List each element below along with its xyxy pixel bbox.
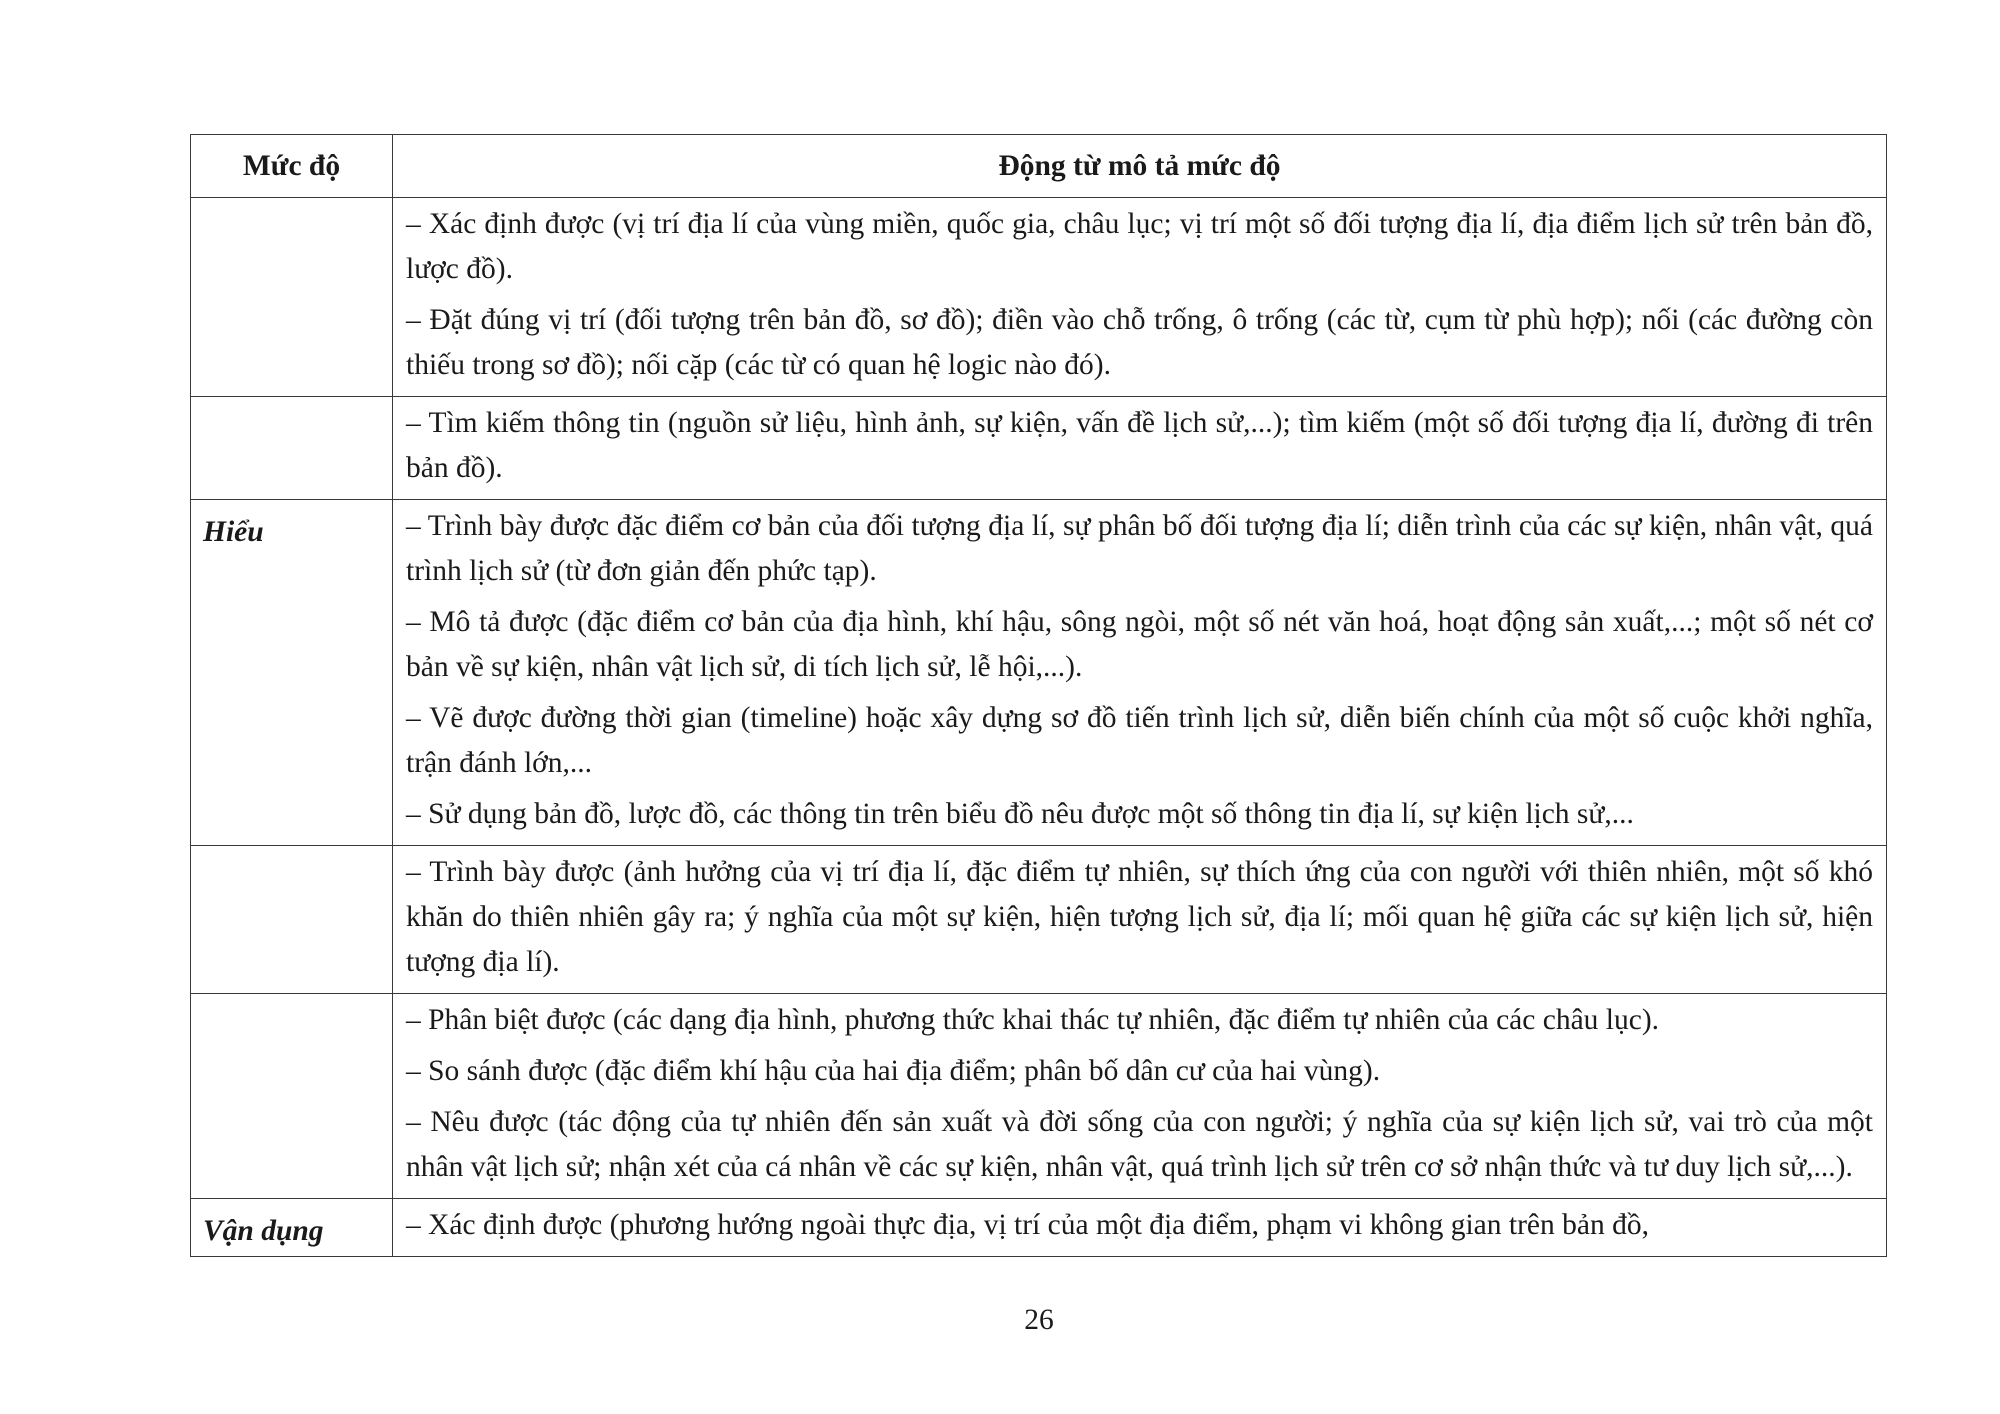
level-cell: Vận dụng <box>191 1199 393 1257</box>
description-item: – Phân biệt được (các dạng địa hình, phương thức khai thác tự nhiên, đặc điểm tự nhiên của các châu lục). <box>406 1004 1660 1036</box>
table-row <box>191 1199 1887 1257</box>
level-cell: Hiểu <box>191 500 393 846</box>
description-item: – Tìm kiếm thông tin (nguồn sử liệu, hình ảnh, sự kiện, vấn đề lịch sử,...); tìm kiếm (một số đối tượng địa lí, đường đi trên bản đồ). <box>406 407 1873 484</box>
level-cell <box>191 846 393 994</box>
table-row <box>191 500 1887 846</box>
description-item: – Đặt đúng vị trí (đối tượng trên bản đồ, sơ đồ); điền vào chỗ trống, ô trống (các từ, cụm từ phù hợp); nối (các đường còn thiếu trong sơ đồ); nối cặp (các từ có quan hệ logic nào đó). <box>406 304 1873 381</box>
level-cell <box>191 994 393 1199</box>
table-body <box>191 198 1887 1257</box>
description-item: – Trình bày được đặc điểm cơ bản của đối tượng địa lí, sự phân bố đối tượng địa lí; diễn trình của các sự kiện, nhân vật, quá trình lịch sử (từ đơn giản đến phức tạp). <box>406 510 1873 587</box>
description-cell <box>393 198 1887 397</box>
description-item: – So sánh được (đặc điểm khí hậu của hai địa điểm; phân bố dân cư của hai vùng). <box>406 1055 1381 1087</box>
description-item: – Mô tả được (đặc điểm cơ bản của địa hình, khí hậu, sông ngòi, một số nét văn hoá, hoạt động sản xuất,...; một số nét cơ bản về sự kiện, nhân vật lịch sử, di tích lịch sử, lễ hội,...). <box>406 606 1873 683</box>
description-item: – Sử dụng bản đồ, lược đồ, các thông tin trên biểu đồ nêu được một số thông tin địa lí, sự kiện lịch sử,... <box>406 798 1634 830</box>
table-row <box>191 994 1887 1199</box>
table-row <box>191 397 1887 500</box>
description-item: – Nêu được (tác động của tự nhiên đến sản xuất và đời sống của con người; ý nghĩa của sự kiện lịch sử, vai trò của một nhân vật lịch sử; nhận xét của cá nhân về các sự kiện, nhân vật, quá trình lịch sử trên cơ sở nhận thức và tư duy lịch sử,...). <box>406 1106 1873 1183</box>
table-row <box>191 198 1887 397</box>
description-item: – Xác định được (phương hướng ngoài thực địa, vị trí của một địa điểm, phạm vi không gian trên bản đồ, <box>406 1209 1649 1241</box>
description-cell <box>393 1199 1887 1257</box>
table-header-row <box>191 135 1887 198</box>
description-item: – Xác định được (vị trí địa lí của vùng miền, quốc gia, châu lục; vị trí một số đối tượng địa lí, địa điểm lịch sử trên bản đồ, lược đồ). <box>406 208 1873 285</box>
level-cell <box>191 397 393 500</box>
description-cell <box>393 397 1887 500</box>
description-item: – Trình bày được (ảnh hưởng của vị trí địa lí, đặc điểm tự nhiên, sự thích ứng của con người với thiên nhiên, một số khó khăn do thiên nhiên gây ra; ý nghĩa của một sự kiện, hiện tượng lịch sử, địa lí; mối quan hệ giữa các sự kiện lịch sử, hiện tượng địa lí). <box>406 856 1873 978</box>
description-item: – Vẽ được đường thời gian (timeline) hoặc xây dựng sơ đồ tiến trình lịch sử, diễn biến chính của một số cuộc khởi nghĩa, trận đánh lớn,... <box>406 702 1873 779</box>
description-cell <box>393 846 1887 994</box>
header-description: Động từ mô tả mức độ <box>393 135 1887 198</box>
header-level: Mức độ <box>191 135 393 198</box>
description-cell <box>393 500 1887 846</box>
description-cell <box>393 994 1887 1199</box>
level-cell <box>191 198 393 397</box>
levels-table <box>190 134 1887 1257</box>
page-number: 26 <box>1024 1304 1054 1336</box>
table-row <box>191 846 1887 994</box>
